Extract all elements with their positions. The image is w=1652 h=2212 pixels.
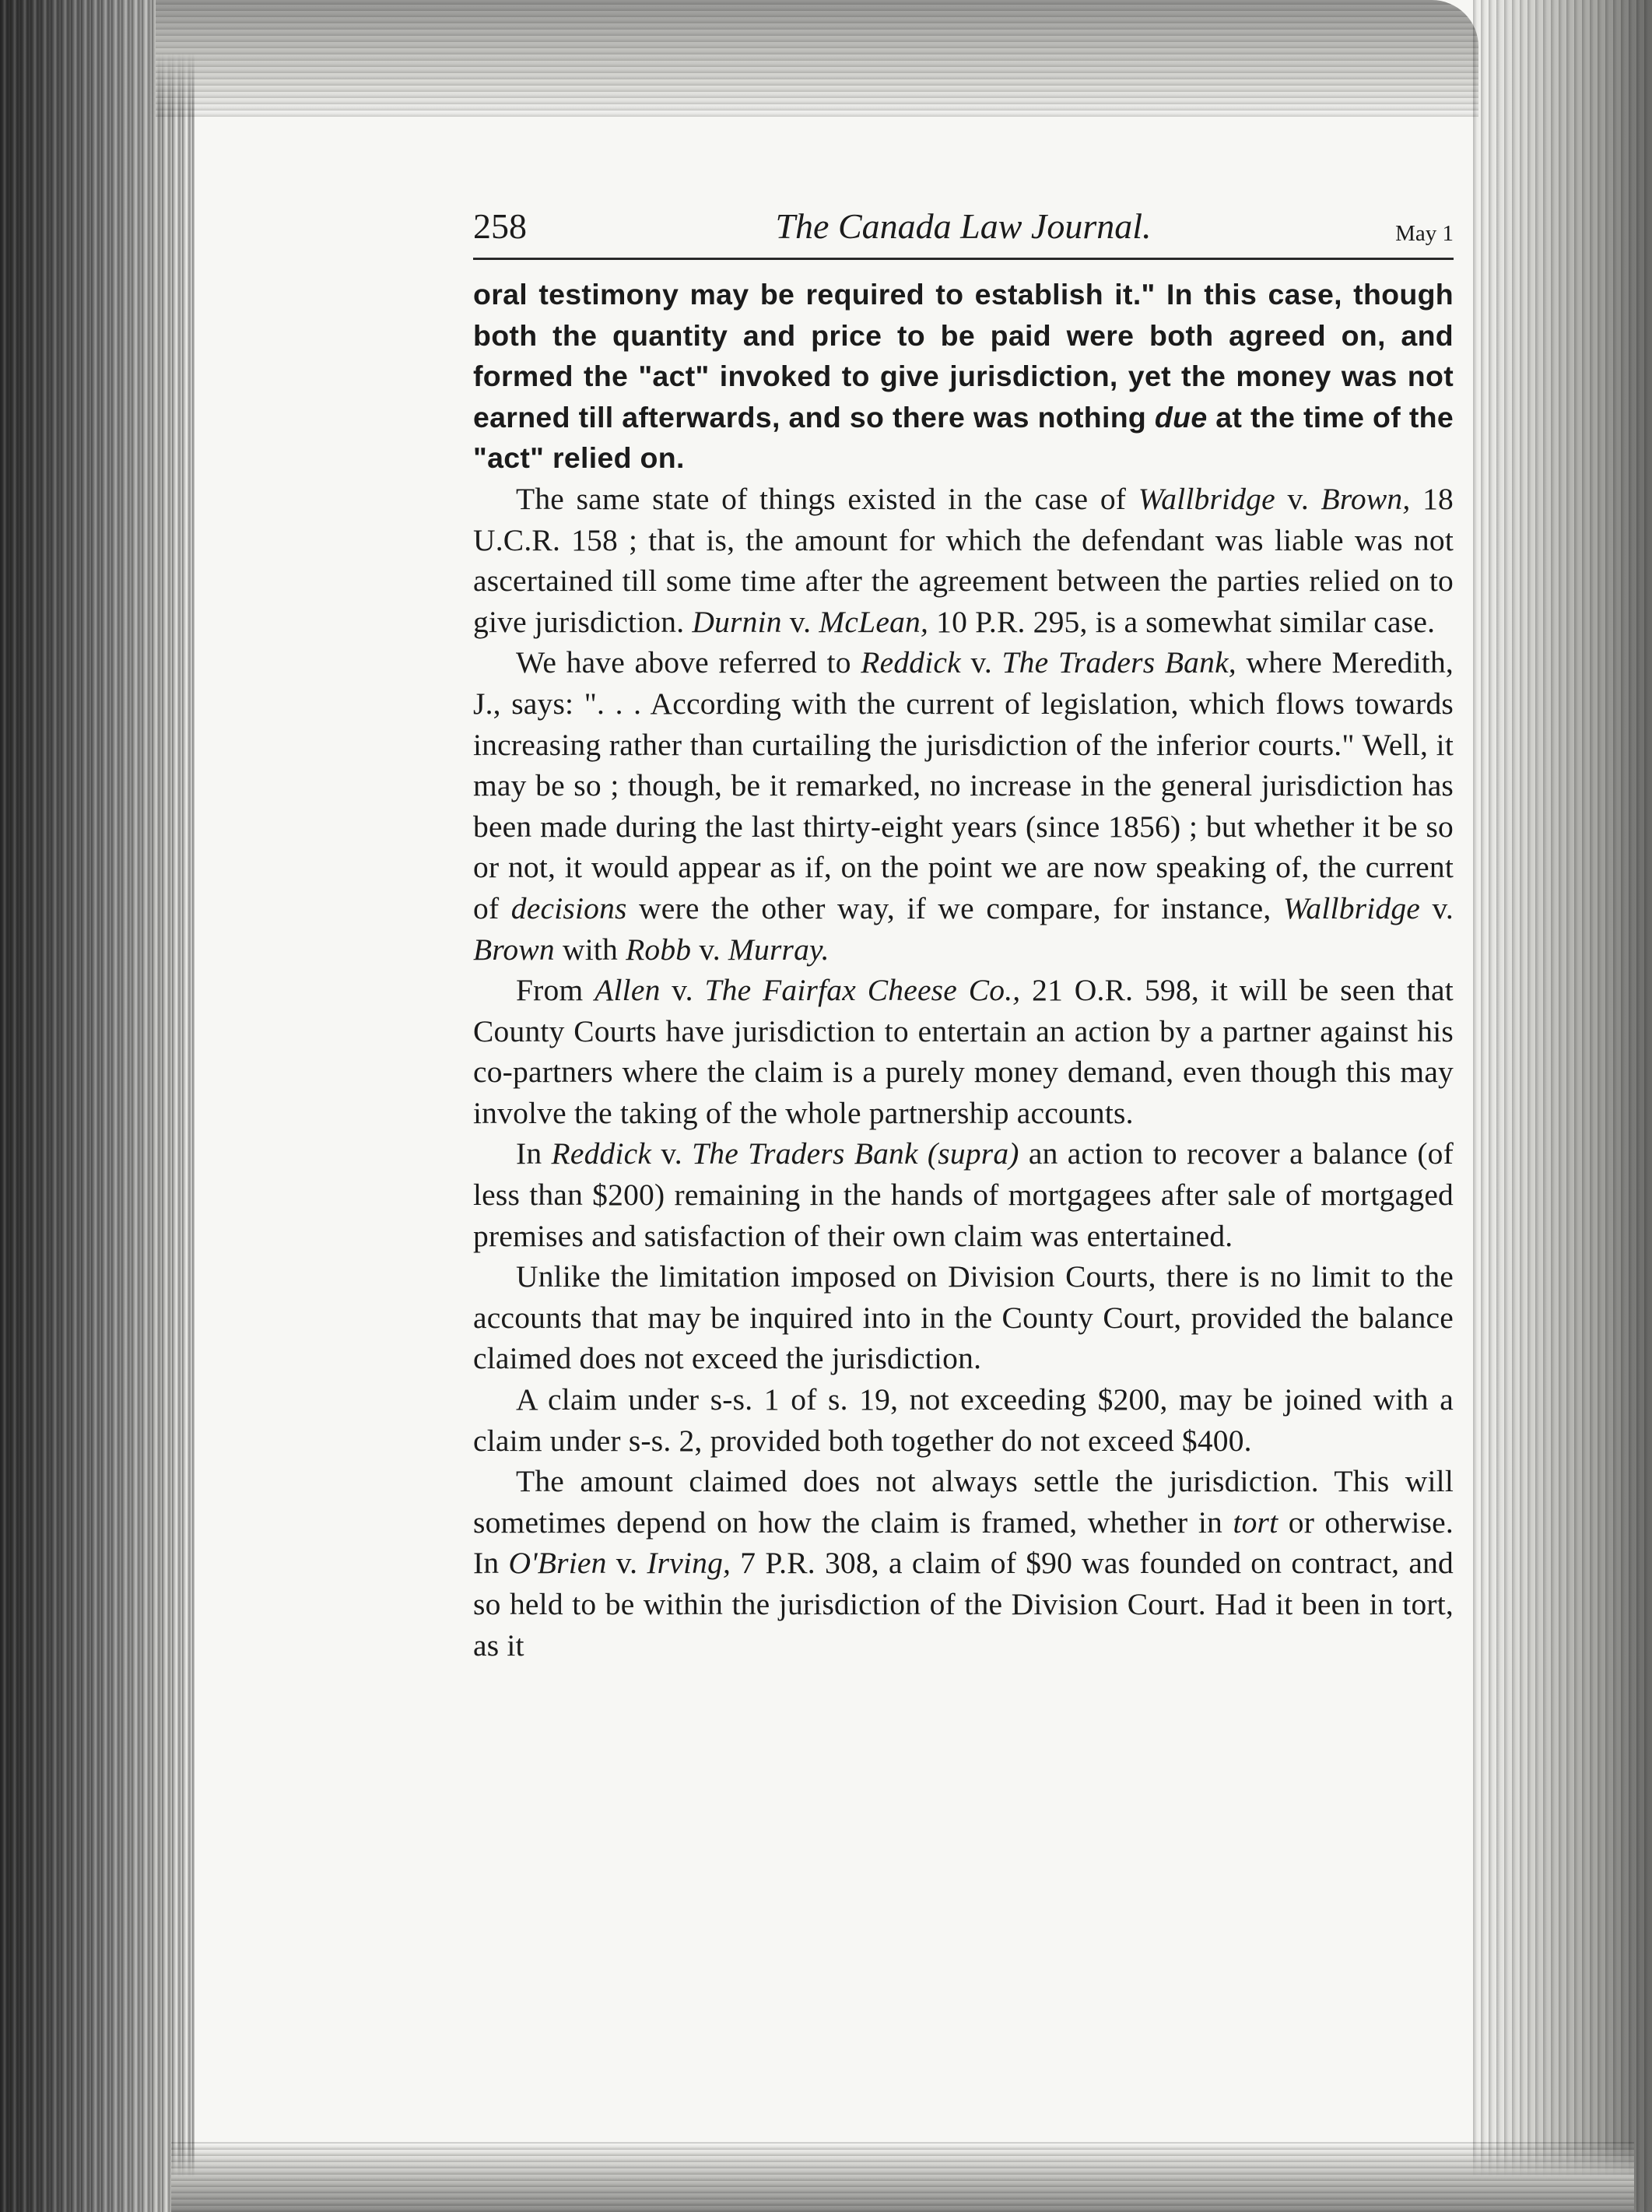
italic-run: Durnin [692, 604, 782, 639]
text-run: The amount claimed does not always settle the jurisdiction. This will sometimes depend on how the claim is framed, whether in [473, 1464, 1454, 1540]
issue-date: May 1 [1395, 221, 1454, 246]
text-run: with [554, 932, 626, 967]
italic-run: tort [1233, 1505, 1278, 1540]
paragraph-6 [473, 1256, 1454, 1379]
text-run: In [516, 1136, 552, 1171]
text-run: 21 O.R. 598, it will be seen that County Courts have jurisdiction to entertain an action by a partner against his co-partners where the claim is a purely money demand, even though this may involve the taking of the whole partnership accounts. [473, 973, 1454, 1130]
paragraph-3 [473, 642, 1454, 970]
paragraph-5 [473, 1133, 1454, 1256]
paragraph-4 [473, 970, 1454, 1133]
italic-run: Brown [473, 932, 555, 967]
scan-shadow-left [0, 0, 195, 2212]
text-run: 7 P.R. 308, a claim of $90 was founded on contract, and so held to be within the jurisdiction of the Division Court. Had it been in tort, as it [473, 1546, 1454, 1663]
scan-shadow-right [1473, 0, 1652, 2212]
scan-shadow-bottom [171, 2142, 1634, 2212]
text-run: v. [651, 1136, 693, 1171]
journal-title: The Canada Law Journal. [775, 206, 1152, 246]
italic-run: decisions [510, 890, 627, 925]
running-head [473, 198, 1454, 260]
journal-page [473, 198, 1454, 1666]
italic-run: The Traders Bank, [1001, 645, 1236, 680]
text-run: From [516, 973, 595, 1008]
paragraph-1 [473, 274, 1454, 479]
italic-run: Allen [595, 973, 661, 1008]
paragraph-8 [473, 1461, 1454, 1666]
text-run: oral testimony may be required to establish it." In this case, though both the quantity and price to be paid were both agreed on, and formed the "act" invoked to give jurisdiction, yet the money was not earned till afterwards, and so there was nothing [473, 278, 1454, 434]
paragraph-7 [473, 1379, 1454, 1461]
text-run: v. [606, 1546, 647, 1581]
text-run: at the time of the "act" relied on. [473, 400, 1454, 475]
italic-run: Irving, [647, 1546, 731, 1581]
text-run: v. [660, 973, 705, 1008]
scan-shadow-top [156, 0, 1478, 117]
italic-run: Robb [626, 932, 692, 967]
italic-run: The Traders Bank (supra) [692, 1136, 1019, 1171]
italic-run: McLean, [819, 604, 929, 639]
page-number: 258 [473, 206, 527, 246]
italic-run: Murray. [728, 932, 830, 967]
paragraph-2 [473, 479, 1454, 642]
italic-run: Brown, [1321, 481, 1411, 516]
text-run: A claim under s-s. 1 of s. 19, not exceeding $200, may be joined with a claim under s-s. 2, provided both together do not exceed $400. [473, 1382, 1454, 1458]
text-run: v. [781, 604, 819, 639]
text-run: v. [1275, 481, 1321, 516]
article-body [473, 274, 1454, 1666]
text-run: The same state of things existed in the case of [516, 481, 1138, 516]
text-run: where Meredith, J., says: ". . . According with the current of legislation, which flows towards increasing rather than curtailing the jurisdiction of the inferior courts." Well, it may be so ; though, be it remarked, no increase in the general jurisdiction has been made during the last thirty-eight years (since 1856) ; but whether it be so or not, it would appear as if, on the point we are now speaking of, the current of [473, 645, 1454, 925]
italic-run: Wallbridge [1138, 481, 1275, 516]
italic-run: Reddick [861, 645, 961, 680]
italic-run: O'Brien [508, 1546, 607, 1581]
italic-run: due [1154, 400, 1208, 434]
text-run: v. [691, 932, 728, 967]
text-run: v. [1420, 890, 1454, 925]
text-run: 18 U.C.R. 158 ; that is, the amount for which the defendant was liable was not ascertained till some time after the agreement between the parties relied on to give jurisdiction. [473, 481, 1454, 639]
text-run: We have above referred to [516, 645, 861, 680]
text-run: an action to recover a balance (of less than $200) remaining in the hands of mortgagees after sale of mortgaged premises and satisfaction of their own claim was entertained. [473, 1136, 1454, 1253]
text-run: 10 P.R. 295, is a somewhat similar case. [928, 604, 1436, 639]
text-run: Unlike the limitation imposed on Division Courts, there is no limit to the accounts that may be inquired into in the County Court, provided the balance claimed does not exceed the jurisdiction. [473, 1259, 1454, 1376]
italic-run: Wallbridge [1282, 890, 1421, 925]
italic-run: Reddick [551, 1136, 652, 1171]
text-run: v. [960, 645, 1002, 680]
text-run: were the other way, if we compare, for instance, [626, 890, 1283, 925]
italic-run: The Fairfax Cheese Co., [704, 973, 1021, 1008]
text-run: or otherwise. In [473, 1505, 1454, 1581]
